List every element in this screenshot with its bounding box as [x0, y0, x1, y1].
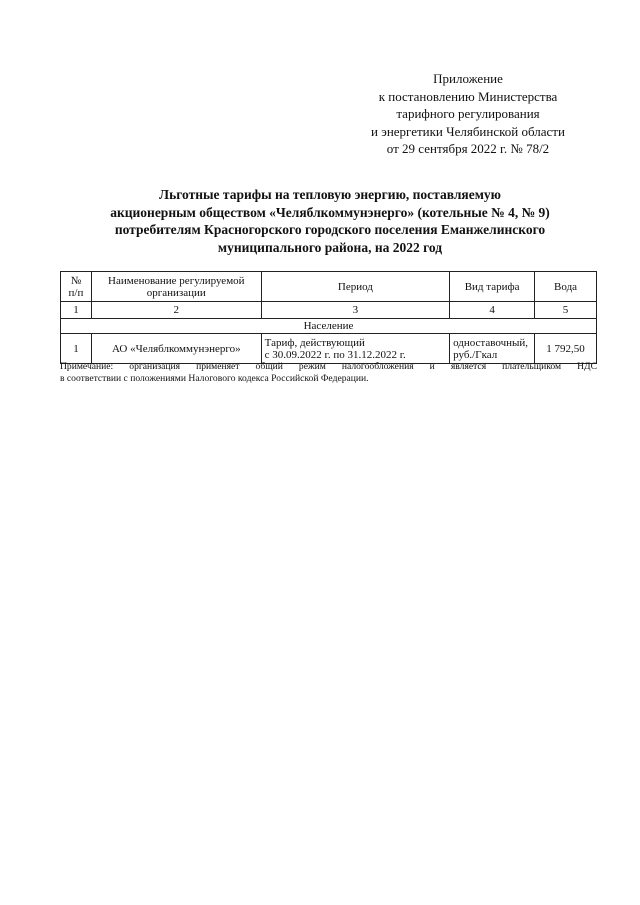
appendix-line-5: от 29 сентября 2022 г. № 78/2 — [386, 141, 550, 156]
row-number: 1 — [61, 334, 92, 364]
section-label: Население — [61, 319, 597, 334]
tariff-table — [60, 271, 597, 364]
header-period: Период — [261, 272, 449, 302]
appendix-line-3: тарифного регулирования — [396, 106, 540, 121]
document-title — [60, 186, 600, 256]
footnote-line-2: в соответствии с положениями Налогового кодекса Российской Федерации. — [60, 372, 369, 384]
footnote-line-1: Примечание: организация применяет общий режим налогообложения и является плательщиком НДС — [60, 361, 597, 372]
row-period — [261, 334, 449, 364]
column-number-cell: 2 — [91, 302, 261, 319]
title-line-2: акционерным обществом «Челяблкоммунэнерго» (котельные № 4, № 9) — [110, 204, 550, 220]
row-period-line-2: с 30.09.2022 г. по 31.12.2022 г. — [264, 348, 406, 361]
title-line-4: муниципального района, на 2022 год — [217, 239, 443, 255]
section-row — [61, 319, 597, 334]
appendix-reference — [340, 70, 596, 158]
header-organization — [91, 272, 261, 302]
row-period-line-1: Тариф, действующий — [264, 336, 365, 349]
header-tariff-type: Вид тарифа — [450, 272, 535, 302]
appendix-line-2: к постановлению Министерства — [378, 88, 558, 104]
row-tariff-type-line-1: одноставочный, — [453, 336, 529, 349]
row-tariff-type-line-2: руб./Гкал — [453, 348, 498, 361]
column-number-cell: 4 — [450, 302, 535, 319]
title-line-1: Льготные тарифы на тепловую энергию, поставляемую — [159, 187, 501, 202]
table-header-row — [61, 272, 597, 302]
header-number-line-1: № — [70, 274, 82, 287]
column-number-cell: 1 — [61, 302, 92, 319]
header-organization-line-1: Наименование регулируемой — [108, 274, 245, 287]
column-number-cell: 3 — [261, 302, 449, 319]
header-number — [61, 272, 92, 302]
column-number-cell: 5 — [535, 302, 597, 319]
appendix-line-1: Приложение — [433, 71, 503, 86]
title-line-3: потребителям Красногорского городского поселения Еманжелинского — [114, 222, 546, 237]
table-row — [61, 334, 597, 364]
header-water: Вода — [535, 272, 597, 302]
column-numbers-row — [61, 302, 597, 319]
footnote — [60, 361, 597, 384]
row-tariff-type — [450, 334, 535, 364]
header-organization-line-2: организации — [146, 286, 206, 299]
row-water-tariff: 1 792,50 — [535, 334, 597, 364]
row-organization: АО «Челяблкоммунэнерго» — [91, 334, 261, 364]
appendix-line-4: и энергетики Челябинской области — [371, 123, 565, 139]
header-number-line-2: п/п — [68, 286, 84, 299]
